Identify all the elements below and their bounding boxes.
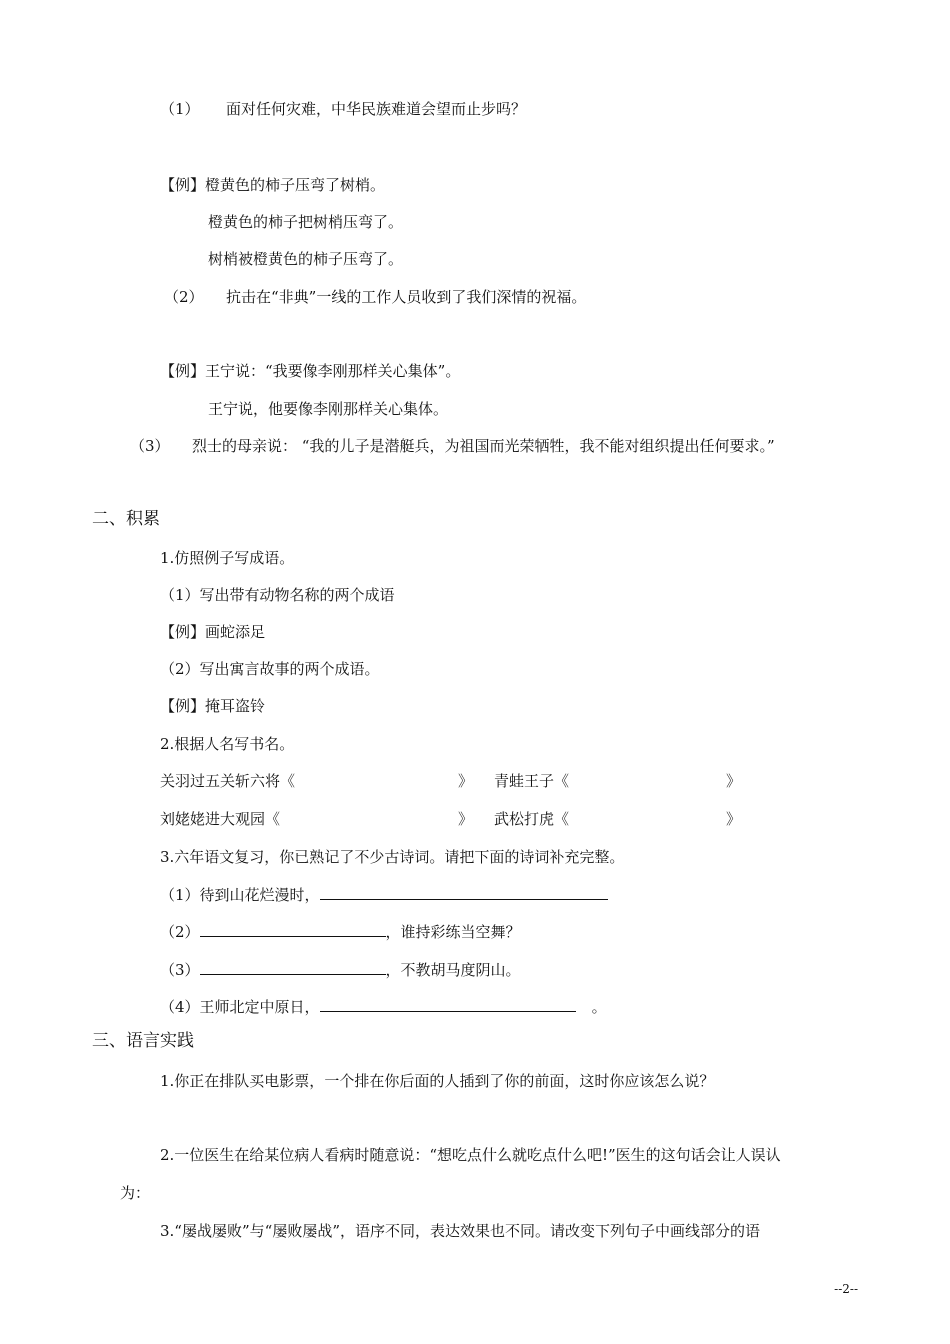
example-1-line-1: 【例】橙黄色的柿子压弯了树梢。 bbox=[160, 176, 386, 194]
poem-3-blank[interactable] bbox=[200, 960, 386, 975]
q2-text: 抗击在“非典”一线的工作人员收到了我们深情的祝福。 bbox=[226, 288, 587, 306]
poem-2-blank[interactable] bbox=[200, 922, 386, 937]
book-1-close: 》 bbox=[458, 772, 474, 790]
item-1-title: 1.仿照例子写成语。 bbox=[160, 549, 295, 567]
book-4-name: 武松打虎《 bbox=[494, 810, 570, 828]
example-2-line-2: 王宁说，他要像李刚那样关心集体。 bbox=[208, 400, 449, 418]
poem-1: （1）待到山花烂漫时， bbox=[160, 885, 608, 904]
book-4-close: 》 bbox=[726, 810, 742, 828]
book-3-name: 刘姥姥进大观园《 bbox=[160, 810, 281, 828]
book-2-name: 青蛙王子《 bbox=[494, 772, 570, 790]
item-2-title: 2.根据人名写书名。 bbox=[160, 735, 295, 753]
practice-item-2-line-2: 为： bbox=[120, 1184, 151, 1202]
poem-4: （4）王师北定中原日， 。 bbox=[160, 998, 607, 1016]
example-2-line-1: 【例】王宁说：“我要像李刚那样关心集体”。 bbox=[160, 362, 461, 380]
item-1b: （2）写出寓言故事的两个成语。 bbox=[160, 660, 380, 678]
q3-number: （3） bbox=[130, 437, 170, 455]
poem-4-blank[interactable] bbox=[320, 997, 576, 1012]
poem-1-blank[interactable] bbox=[320, 885, 608, 900]
item-1a-example: 【例】画蛇添足 bbox=[160, 623, 266, 641]
section-heading-language-practice: 三、语言实践 bbox=[92, 1031, 194, 1051]
item-1b-example: 【例】掩耳盗铃 bbox=[160, 697, 266, 715]
q3-text: 烈士的母亲说： “我的儿子是潜艇兵，为祖国而光荣牺牲，我不能对组织提出任何要求。” bbox=[192, 437, 775, 455]
q2-number: （2） bbox=[164, 288, 204, 306]
item-3-title: 3.六年语文复习，你已熟记了不少古诗词。请把下面的诗词补充完整。 bbox=[160, 848, 625, 866]
poem-3: （3） ，不教胡马度阴山。 bbox=[160, 961, 521, 979]
practice-item-3: 3.“屡战屡败”与“屡败屡战”，语序不同，表达效果也不同。请改变下列句子中画线部分的语 bbox=[160, 1222, 760, 1240]
practice-item-1: 1.你正在排队买电影票，一个排在你后面的人插到了你的前面，这时你应该怎么说？ bbox=[160, 1072, 715, 1090]
practice-item-2-line-1: 2.一位医生在给某位病人看病时随意说：“想吃点什么就吃点什么吧!”医生的这句话会让人误认 bbox=[160, 1146, 781, 1164]
q1-text: 面对任何灾难，中华民族难道会望而止步吗？ bbox=[226, 100, 527, 118]
example-1-line-2: 橙黄色的柿子把树梢压弯了。 bbox=[208, 213, 404, 231]
poem-2: （2） ，谁持彩练当空舞？ bbox=[160, 923, 521, 941]
q1-number: （1） bbox=[160, 100, 200, 118]
page-number: --2-- bbox=[834, 1282, 858, 1296]
section-heading-accumulation: 二、积累 bbox=[92, 509, 160, 529]
example-tag: 【例】 bbox=[160, 176, 206, 194]
book-1-name: 关羽过五关斩六将《 bbox=[160, 772, 296, 790]
example-tag: 【例】 bbox=[160, 362, 206, 380]
item-1a: （1）写出带有动物名称的两个成语 bbox=[160, 586, 395, 604]
book-3-close: 》 bbox=[458, 810, 474, 828]
example-1-line-3: 树梢被橙黄色的柿子压弯了。 bbox=[208, 250, 404, 268]
book-2-close: 》 bbox=[726, 772, 742, 790]
